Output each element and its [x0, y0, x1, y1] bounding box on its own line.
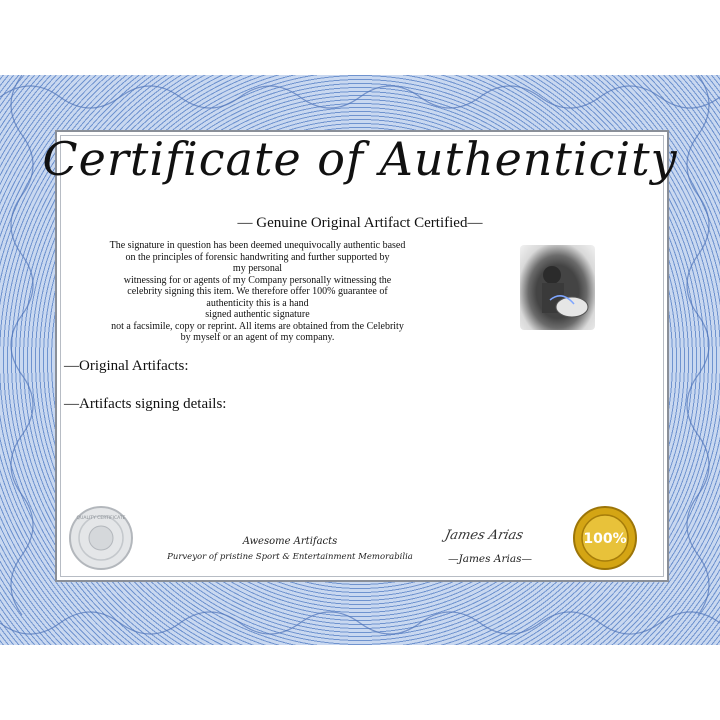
certificate-subtitle: — Genuine Original Artifact Certified—	[237, 215, 483, 231]
statement-line: celebrity signing this item. We therefore offer 100% guarantee of	[127, 286, 388, 297]
statement-line: The signature in question has been deemed unequivocally authentic based	[109, 240, 406, 251]
statement-line: authenticity this is a hand	[206, 297, 309, 309]
statement-line: by myself or an agent of my company.	[180, 332, 335, 343]
statement-line: not a facsimile, copy or reprint. All items are obtained from the Celebrity	[111, 320, 404, 332]
authenticity-statement	[60, 240, 455, 344]
artifact-photo	[520, 245, 595, 330]
embossed-seal-icon	[68, 505, 134, 571]
signatory-name: —James Arias—	[448, 553, 532, 565]
company-name: Awesome Artifacts	[242, 536, 338, 547]
gold-guarantee-seal-icon	[572, 505, 638, 571]
original-artifacts-label: —Original Artifacts:	[64, 358, 189, 374]
statement-line: signed authentic signature	[205, 309, 310, 320]
svg-text:QUALITY CERTIFICATE: QUALITY CERTIFICATE	[76, 516, 126, 521]
statement-line: my personal	[232, 263, 283, 274]
svg-text:100%: 100%	[583, 531, 627, 547]
statement-line: on the principles of forensic handwriting and further supported by	[125, 251, 390, 263]
signing-details-label: —Artifacts signing details:	[64, 396, 227, 412]
handwritten-signature: James Arias	[443, 528, 525, 543]
company-tagline: Purveyor of pristine Sport & Entertainment Memorabilia	[167, 552, 413, 562]
statement-line: witnessing for or agents of my Company personally witnessing the	[123, 274, 392, 286]
certificate-title: Certificate of Authenticity	[42, 132, 678, 186]
